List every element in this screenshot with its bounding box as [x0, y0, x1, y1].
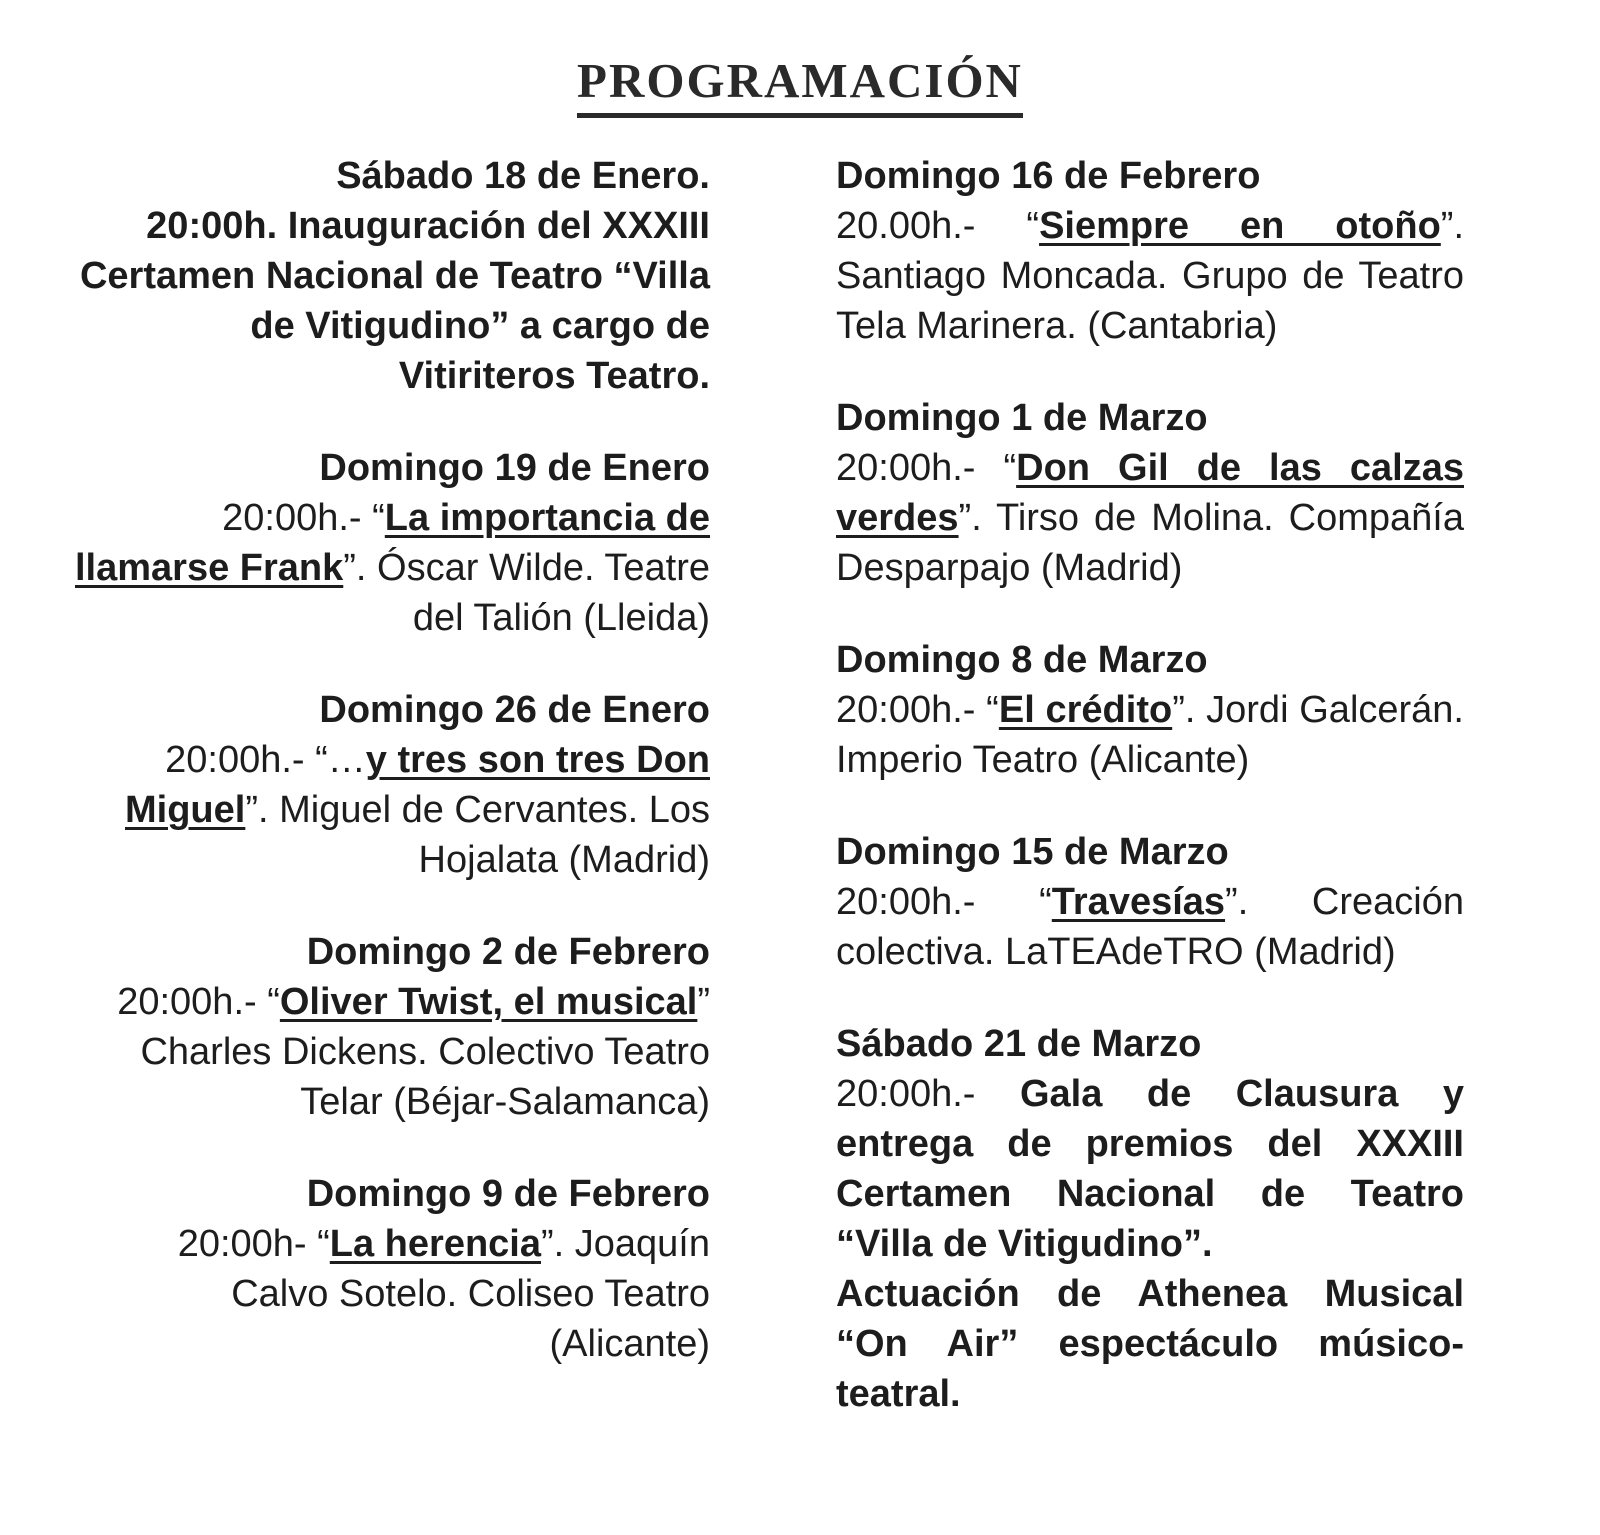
event-block — [836, 635, 1464, 785]
play-title: Oliver Twist, el musical — [279, 981, 698, 1023]
event-text: 20:00h.- “ — [836, 447, 1017, 489]
column-left — [70, 151, 710, 1369]
event-block — [836, 151, 1464, 351]
play-title: Don Gil de las calzas verdes — [836, 447, 1464, 539]
program-columns — [0, 151, 1600, 1419]
event-block — [70, 443, 710, 643]
event-block — [70, 1169, 710, 1369]
event-text: 20:00h.- — [836, 1073, 1020, 1115]
event-block — [836, 393, 1464, 593]
event-text: 20:00h.- “ — [836, 689, 999, 731]
event-block — [70, 151, 710, 401]
event-text: 20:00h- “ — [177, 1223, 330, 1265]
event-date: Domingo 26 de Enero — [319, 689, 710, 731]
event-date: Domingo 2 de Febrero — [306, 931, 710, 973]
event-text: ”. Miguel de Cervantes. Los Hojalata (Madrid) — [245, 789, 710, 881]
event-date: Sábado 21 de Marzo — [836, 1023, 1202, 1065]
play-title: El crédito — [998, 689, 1173, 731]
play-title: y tres son tres Don Miguel — [125, 739, 710, 831]
event-date: Sábado 18 de Enero. — [336, 155, 710, 197]
event-date: Domingo 16 de Febrero — [836, 155, 1261, 197]
event-text: ”. Joaquín Calvo Sotelo. Coliseo Teatro (Alicante) — [231, 1223, 710, 1365]
event-text: ”. Óscar Wilde. Teatre del Talión (Lleida) — [343, 547, 710, 639]
event-text: 20:00h.- “ — [117, 981, 280, 1023]
title-wrap — [0, 0, 1600, 109]
event-text: ”. Tirso de Molina. Compañía Desparpajo (Madrid) — [836, 497, 1464, 589]
event-text: 20:00h. Inauguración del XXXIII Certamen Nacional de Teatro “Villa de Vitigudino” a cargo de Vitiriteros Teatro. — [79, 205, 710, 397]
play-title: Siempre en otoño — [1039, 205, 1441, 247]
event-date: Domingo 15 de Marzo — [836, 831, 1229, 873]
event-text: 20:00h.- “ — [836, 881, 1052, 923]
event-date: Domingo 9 de Febrero — [306, 1173, 710, 1215]
event-text: ” Charles Dickens. Colectivo Teatro Telar (Béjar-Salamanca) — [140, 981, 710, 1123]
event-text: 20:00h.- “ — [222, 497, 385, 539]
event-text: 20.00h.- “ — [836, 205, 1040, 247]
play-title: La herencia — [329, 1223, 541, 1265]
event-block — [836, 827, 1464, 977]
event-date: Domingo 8 de Marzo — [836, 639, 1208, 681]
event-block — [70, 685, 710, 885]
event-text: Actuación de Athenea Musical “On Air” espectáculo músico-teatral. — [836, 1273, 1464, 1415]
column-right — [836, 151, 1464, 1419]
event-block — [836, 1019, 1464, 1419]
event-date: Domingo 19 de Enero — [319, 447, 710, 489]
event-text: 20:00h.- “… — [165, 739, 366, 781]
event-text: Gala de Clausura y entrega de premios del XXXIII Certamen Nacional de Teatro “Villa de Vitigudino”. — [836, 1073, 1464, 1265]
event-text: ”. Jordi Galcerán. Imperio Teatro (Alicante) — [836, 689, 1464, 781]
event-date: Domingo 1 de Marzo — [836, 397, 1208, 439]
event-block — [70, 927, 710, 1127]
play-title: Travesías — [1051, 881, 1226, 923]
event-text: ”. Creación colectiva. LaTEAdeTRO (Madrid) — [836, 881, 1465, 973]
event-text: ”. Santiago Moncada. Grupo de Teatro Tela Marinera. (Cantabria) — [836, 205, 1465, 347]
page-title: PROGRAMACIÓN — [577, 53, 1023, 118]
play-title: La importancia de llamarse Frank — [75, 497, 710, 589]
